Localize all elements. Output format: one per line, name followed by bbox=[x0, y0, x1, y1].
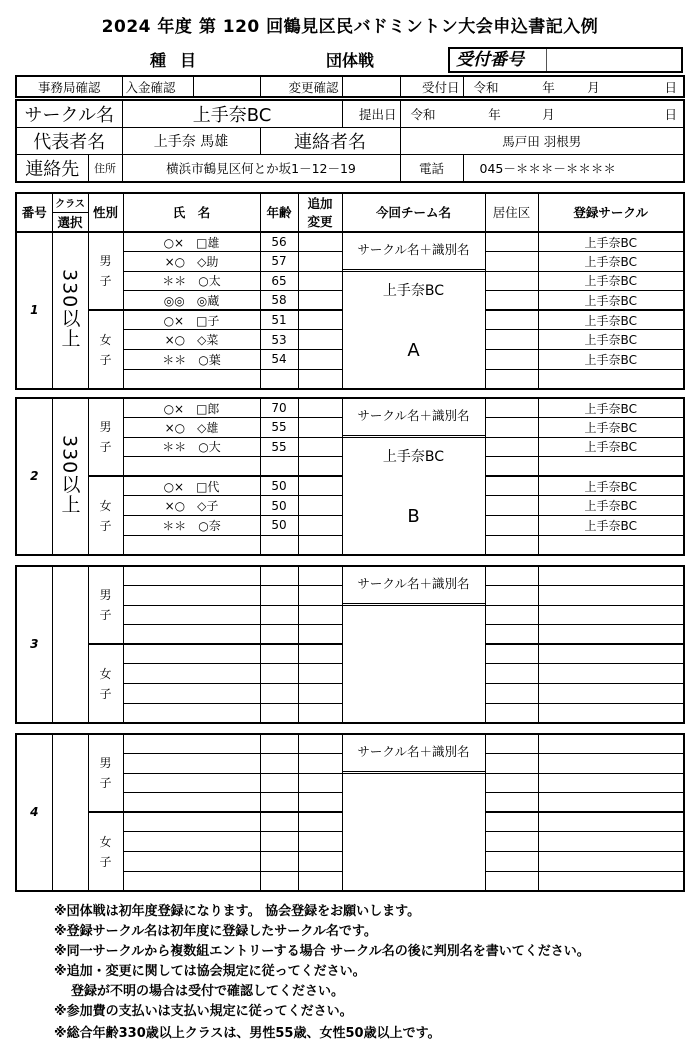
sex-male-label: 男子 bbox=[99, 756, 112, 791]
player-name[interactable]: ○× □雄 bbox=[123, 232, 260, 252]
player-name[interactable]: ◎◎ ◎蔵 bbox=[123, 291, 260, 311]
player-age[interactable]: 51 bbox=[260, 310, 298, 330]
player-change[interactable] bbox=[298, 350, 342, 370]
player-circle[interactable]: 上手奈BC bbox=[538, 398, 684, 418]
player-circle[interactable]: 上手奈BC bbox=[538, 350, 684, 370]
player-age[interactable] bbox=[260, 793, 298, 813]
player-circle[interactable] bbox=[538, 586, 684, 606]
header-class-bottom: 選択 bbox=[52, 212, 88, 232]
reception-number-box bbox=[448, 47, 683, 73]
player-age[interactable] bbox=[260, 852, 298, 872]
player-residence[interactable] bbox=[485, 684, 538, 704]
player-circle[interactable] bbox=[538, 684, 684, 704]
player-age[interactable]: 65 bbox=[260, 271, 298, 291]
event-value: 団体戦 bbox=[326, 51, 375, 70]
team-name-cell[interactable] bbox=[342, 734, 485, 891]
player-name[interactable] bbox=[123, 684, 260, 704]
submit-date-label: 提出日 bbox=[342, 100, 400, 128]
player-circle[interactable] bbox=[538, 734, 684, 754]
player-change[interactable] bbox=[298, 437, 342, 457]
player-name[interactable]: ×○ ◇菜 bbox=[123, 330, 260, 350]
address-label: 住所 bbox=[88, 155, 122, 183]
contact-person-label: 連絡者名 bbox=[260, 128, 400, 155]
player-change[interactable] bbox=[298, 605, 342, 625]
player-row bbox=[16, 734, 684, 754]
player-circle[interactable]: 上手奈BC bbox=[538, 330, 684, 350]
player-residence[interactable] bbox=[485, 605, 538, 625]
player-residence[interactable] bbox=[485, 625, 538, 645]
player-change[interactable] bbox=[298, 871, 342, 891]
player-name[interactable]: ＊＊ ○奈 bbox=[123, 516, 260, 536]
player-change[interactable] bbox=[298, 734, 342, 754]
team-name-value bbox=[343, 606, 485, 614]
phone-field[interactable]: 045－＊＊＊－＊＊＊＊ bbox=[463, 155, 684, 183]
submit-year[interactable]: 年 bbox=[463, 100, 526, 128]
reception-year[interactable]: 年 bbox=[526, 76, 571, 97]
submit-day[interactable]: 日 bbox=[571, 100, 684, 128]
player-residence[interactable] bbox=[485, 291, 538, 311]
team-number: 3 bbox=[16, 566, 52, 723]
player-circle[interactable] bbox=[538, 871, 684, 891]
team-name-value bbox=[343, 774, 485, 782]
circle-name-label: サークル名 bbox=[16, 100, 122, 128]
payment-confirm-label: 入金確認 bbox=[122, 76, 193, 97]
player-change[interactable] bbox=[298, 496, 342, 516]
page-title: 2024 年度 第 120 回鶴見区民バドミントン大会申込書記入例 bbox=[101, 17, 599, 37]
reception-date-label: 受付日 bbox=[400, 76, 463, 97]
team-id-value bbox=[343, 646, 485, 654]
player-residence[interactable] bbox=[485, 350, 538, 370]
player-name[interactable] bbox=[123, 832, 260, 852]
class-select[interactable] bbox=[52, 734, 88, 891]
player-circle[interactable] bbox=[538, 773, 684, 793]
player-change[interactable] bbox=[298, 310, 342, 330]
player-change[interactable] bbox=[298, 703, 342, 723]
player-change[interactable] bbox=[298, 566, 342, 586]
team-name-value: 上手奈BC bbox=[382, 449, 445, 465]
note-2: ※登録サークル名は初年度に登録したサークル名です。 bbox=[54, 924, 377, 939]
player-change[interactable] bbox=[298, 754, 342, 774]
player-name[interactable] bbox=[123, 664, 260, 684]
player-age[interactable] bbox=[260, 754, 298, 774]
player-change[interactable] bbox=[298, 457, 342, 477]
representative-label: 代表者名 bbox=[16, 128, 122, 155]
team-number: 2 bbox=[16, 398, 52, 555]
phone-label: 電話 bbox=[400, 155, 463, 183]
team-id-value: A bbox=[407, 340, 420, 361]
player-age[interactable] bbox=[260, 625, 298, 645]
player-age[interactable] bbox=[260, 832, 298, 852]
player-residence[interactable] bbox=[485, 566, 538, 586]
team-name-cell[interactable] bbox=[342, 398, 485, 555]
player-circle[interactable] bbox=[538, 535, 684, 555]
player-age[interactable]: 55 bbox=[260, 437, 298, 457]
player-circle[interactable] bbox=[538, 812, 684, 832]
player-age[interactable] bbox=[260, 734, 298, 754]
player-name[interactable]: ＊＊ ○太 bbox=[123, 271, 260, 291]
reception-number-field[interactable] bbox=[547, 49, 681, 71]
player-residence[interactable] bbox=[485, 852, 538, 872]
circle-name-field[interactable]: 上手奈BC bbox=[122, 100, 342, 128]
payment-confirm-field[interactable] bbox=[193, 76, 260, 97]
team-section-4 bbox=[15, 733, 685, 892]
player-row bbox=[16, 398, 684, 418]
player-change[interactable] bbox=[298, 586, 342, 606]
player-residence[interactable] bbox=[485, 398, 538, 418]
player-name[interactable] bbox=[123, 871, 260, 891]
player-name[interactable] bbox=[123, 566, 260, 586]
player-circle[interactable] bbox=[538, 644, 684, 664]
note-6: ※総合年齢330歳以上クラスは、男性55歳、女性50歳以上です。 bbox=[54, 1026, 441, 1041]
event-label: 種目 bbox=[150, 51, 211, 70]
player-age[interactable] bbox=[260, 586, 298, 606]
sex-female-label: 女子 bbox=[99, 834, 112, 869]
player-name[interactable] bbox=[123, 852, 260, 872]
reception-month[interactable]: 月 bbox=[571, 76, 616, 97]
player-age[interactable] bbox=[260, 773, 298, 793]
player-circle[interactable] bbox=[538, 566, 684, 586]
team-name-value: 上手奈BC bbox=[382, 283, 445, 299]
header-class-top: クラス bbox=[52, 193, 88, 212]
change-confirm-label: 変更確認 bbox=[260, 76, 342, 97]
player-circle[interactable] bbox=[538, 793, 684, 813]
player-age[interactable]: 56 bbox=[260, 232, 298, 252]
player-name[interactable] bbox=[123, 754, 260, 774]
sex-female-label: 女子 bbox=[99, 666, 112, 701]
player-change[interactable] bbox=[298, 369, 342, 389]
submit-month[interactable]: 月 bbox=[526, 100, 571, 128]
player-change[interactable] bbox=[298, 252, 342, 272]
team-name-hint: サークル名＋識別名 bbox=[343, 735, 485, 774]
player-residence[interactable] bbox=[485, 232, 538, 252]
player-residence[interactable] bbox=[485, 252, 538, 272]
player-name[interactable] bbox=[123, 773, 260, 793]
player-name[interactable] bbox=[123, 812, 260, 832]
notes bbox=[54, 902, 590, 1044]
player-residence[interactable] bbox=[485, 476, 538, 496]
player-change[interactable] bbox=[298, 232, 342, 252]
player-age[interactable] bbox=[260, 566, 298, 586]
office-confirm-label: 事務局確認 bbox=[16, 76, 122, 97]
player-change[interactable] bbox=[298, 832, 342, 852]
player-age[interactable] bbox=[260, 664, 298, 684]
header-circle: 登録サークル bbox=[538, 193, 684, 232]
sex-male-label: 男子 bbox=[99, 254, 112, 289]
sex-female-label: 女子 bbox=[99, 498, 112, 533]
player-residence[interactable] bbox=[485, 832, 538, 852]
contact-person-field[interactable]: 馬戸田 羽根男 bbox=[400, 128, 684, 155]
player-circle[interactable]: 上手奈BC bbox=[538, 516, 684, 536]
player-circle[interactable] bbox=[538, 625, 684, 645]
player-circle[interactable] bbox=[538, 832, 684, 852]
submit-era: 令和 bbox=[400, 100, 463, 128]
class-select[interactable] bbox=[52, 398, 88, 555]
player-name[interactable] bbox=[123, 703, 260, 723]
player-circle[interactable]: 上手奈BC bbox=[538, 437, 684, 457]
sex-male-label: 男子 bbox=[99, 588, 112, 623]
player-residence[interactable] bbox=[485, 535, 538, 555]
confirm-row-table bbox=[15, 75, 685, 98]
team-name-cell[interactable] bbox=[342, 232, 485, 389]
player-circle[interactable]: 上手奈BC bbox=[538, 291, 684, 311]
player-residence[interactable] bbox=[485, 271, 538, 291]
player-residence[interactable] bbox=[485, 871, 538, 891]
team-name-hint: サークル名＋識別名 bbox=[343, 399, 485, 438]
header-change-top: 追加 bbox=[298, 193, 342, 212]
player-change[interactable] bbox=[298, 684, 342, 704]
contact-label: 連絡先 bbox=[16, 155, 88, 183]
player-age[interactable]: 53 bbox=[260, 330, 298, 350]
class-value: 330以上 bbox=[58, 269, 81, 349]
team-id-value: B bbox=[407, 506, 420, 527]
player-residence[interactable] bbox=[485, 703, 538, 723]
player-age[interactable] bbox=[260, 684, 298, 704]
player-residence[interactable] bbox=[485, 754, 538, 774]
player-circle[interactable] bbox=[538, 369, 684, 389]
header-residence: 居住区 bbox=[485, 193, 538, 232]
player-name[interactable] bbox=[123, 734, 260, 754]
applicant-info-table bbox=[15, 99, 685, 183]
player-residence[interactable] bbox=[485, 437, 538, 457]
player-circle[interactable]: 上手奈BC bbox=[538, 252, 684, 272]
player-name[interactable]: ○× □郎 bbox=[123, 398, 260, 418]
player-age[interactable]: 50 bbox=[260, 496, 298, 516]
sex-female-label: 女子 bbox=[99, 332, 112, 367]
reception-number-label: 受付番号 bbox=[450, 49, 547, 71]
change-confirm-field[interactable] bbox=[342, 76, 400, 97]
team-id-value bbox=[343, 814, 485, 822]
player-change[interactable] bbox=[298, 476, 342, 496]
team-section-2 bbox=[15, 397, 685, 556]
player-name[interactable]: ○× □子 bbox=[123, 310, 260, 330]
player-residence[interactable] bbox=[485, 586, 538, 606]
player-change[interactable] bbox=[298, 418, 342, 438]
player-change[interactable] bbox=[298, 330, 342, 350]
player-change[interactable] bbox=[298, 271, 342, 291]
team-number: 1 bbox=[16, 232, 52, 389]
player-circle[interactable] bbox=[538, 664, 684, 684]
player-circle[interactable]: 上手奈BC bbox=[538, 496, 684, 516]
team-section-1 bbox=[15, 231, 685, 390]
player-age[interactable] bbox=[260, 703, 298, 723]
player-change[interactable] bbox=[298, 793, 342, 813]
team-number: 4 bbox=[16, 734, 52, 891]
reception-day[interactable]: 日 bbox=[616, 76, 684, 97]
player-name[interactable] bbox=[123, 369, 260, 389]
player-residence[interactable] bbox=[485, 644, 538, 664]
player-age[interactable]: 50 bbox=[260, 476, 298, 496]
header-number: 番号 bbox=[16, 193, 52, 232]
player-residence[interactable] bbox=[485, 812, 538, 832]
player-circle[interactable]: 上手奈BC bbox=[538, 232, 684, 252]
player-residence[interactable] bbox=[485, 310, 538, 330]
player-name[interactable]: ×○ ◇子 bbox=[123, 496, 260, 516]
player-circle[interactable]: 上手奈BC bbox=[538, 418, 684, 438]
player-circle[interactable]: 上手奈BC bbox=[538, 476, 684, 496]
header-name: 氏 名 bbox=[123, 193, 260, 232]
player-residence[interactable] bbox=[485, 418, 538, 438]
player-age[interactable]: 54 bbox=[260, 350, 298, 370]
player-circle[interactable] bbox=[538, 754, 684, 774]
player-age[interactable] bbox=[260, 812, 298, 832]
player-age[interactable]: 50 bbox=[260, 516, 298, 536]
note-4-cont: 登録が不明の場合は受付で確認してください。 bbox=[71, 984, 345, 999]
class-select[interactable] bbox=[52, 232, 88, 389]
player-residence[interactable] bbox=[485, 664, 538, 684]
note-4: ※追加・変更に関しては協会規定に従ってください。 bbox=[54, 964, 366, 979]
player-residence[interactable] bbox=[485, 369, 538, 389]
player-age[interactable] bbox=[260, 457, 298, 477]
header-change-bottom: 変更 bbox=[298, 212, 342, 232]
player-circle[interactable]: 上手奈BC bbox=[538, 310, 684, 330]
player-change[interactable] bbox=[298, 812, 342, 832]
player-age[interactable] bbox=[260, 605, 298, 625]
player-name[interactable] bbox=[123, 586, 260, 606]
reception-era: 令和 bbox=[463, 76, 526, 97]
note-3: ※同一サークルから複数組エントリーする場合 サークル名の後に判別名を書いてください。 bbox=[54, 944, 590, 959]
note-5: ※参加費の支払いは支払い規定に従ってください。 bbox=[54, 1004, 353, 1019]
player-age[interactable] bbox=[260, 535, 298, 555]
player-name[interactable]: ＊＊ ○大 bbox=[123, 437, 260, 457]
representative-field[interactable]: 上手奈 馬雄 bbox=[122, 128, 260, 155]
player-name[interactable]: ○× □代 bbox=[123, 476, 260, 496]
sex-male-label: 男子 bbox=[99, 420, 112, 455]
player-residence[interactable] bbox=[485, 457, 538, 477]
header-team: 今回チーム名 bbox=[342, 193, 485, 232]
player-name[interactable] bbox=[123, 457, 260, 477]
player-circle[interactable]: 上手奈BC bbox=[538, 271, 684, 291]
team-name-hint: サークル名＋識別名 bbox=[343, 567, 485, 606]
player-age[interactable] bbox=[260, 871, 298, 891]
player-circle[interactable] bbox=[538, 605, 684, 625]
player-name[interactable]: ＊＊ ○葉 bbox=[123, 350, 260, 370]
team-section-3 bbox=[15, 565, 685, 724]
player-change[interactable] bbox=[298, 852, 342, 872]
header-sex: 性別 bbox=[88, 193, 123, 232]
player-age[interactable] bbox=[260, 644, 298, 664]
player-age[interactable]: 55 bbox=[260, 418, 298, 438]
player-age[interactable]: 58 bbox=[260, 291, 298, 311]
player-change[interactable] bbox=[298, 664, 342, 684]
player-age[interactable] bbox=[260, 369, 298, 389]
player-name[interactable] bbox=[123, 605, 260, 625]
note-1: ※団体戦は初年度登録になります。 協会登録をお願いします。 bbox=[54, 904, 421, 919]
player-change[interactable] bbox=[298, 773, 342, 793]
player-change[interactable] bbox=[298, 625, 342, 645]
class-value: 330以上 bbox=[58, 435, 81, 515]
team-name-hint: サークル名＋識別名 bbox=[343, 233, 485, 272]
player-change[interactable] bbox=[298, 516, 342, 536]
player-age[interactable]: 70 bbox=[260, 398, 298, 418]
player-residence[interactable] bbox=[485, 773, 538, 793]
address-field[interactable]: 横浜市鶴見区何とか坂1－12－19 bbox=[122, 155, 400, 183]
player-circle[interactable] bbox=[538, 852, 684, 872]
player-residence[interactable] bbox=[485, 330, 538, 350]
player-name[interactable] bbox=[123, 535, 260, 555]
player-change[interactable] bbox=[298, 535, 342, 555]
player-change[interactable] bbox=[298, 291, 342, 311]
player-name[interactable] bbox=[123, 625, 260, 645]
player-residence[interactable] bbox=[485, 516, 538, 536]
player-name[interactable]: ×○ ◇雄 bbox=[123, 418, 260, 438]
player-row bbox=[16, 566, 684, 586]
player-name[interactable]: ×○ ◇助 bbox=[123, 252, 260, 272]
roster-header bbox=[15, 192, 685, 233]
player-circle[interactable] bbox=[538, 457, 684, 477]
player-change[interactable] bbox=[298, 644, 342, 664]
player-residence[interactable] bbox=[485, 496, 538, 516]
player-change[interactable] bbox=[298, 398, 342, 418]
player-name[interactable] bbox=[123, 644, 260, 664]
player-age[interactable]: 57 bbox=[260, 252, 298, 272]
class-select[interactable] bbox=[52, 566, 88, 723]
player-circle[interactable] bbox=[538, 703, 684, 723]
player-residence[interactable] bbox=[485, 793, 538, 813]
header-age: 年齢 bbox=[260, 193, 298, 232]
player-row bbox=[16, 232, 684, 252]
player-residence[interactable] bbox=[485, 734, 538, 754]
team-name-cell[interactable] bbox=[342, 566, 485, 723]
player-name[interactable] bbox=[123, 793, 260, 813]
